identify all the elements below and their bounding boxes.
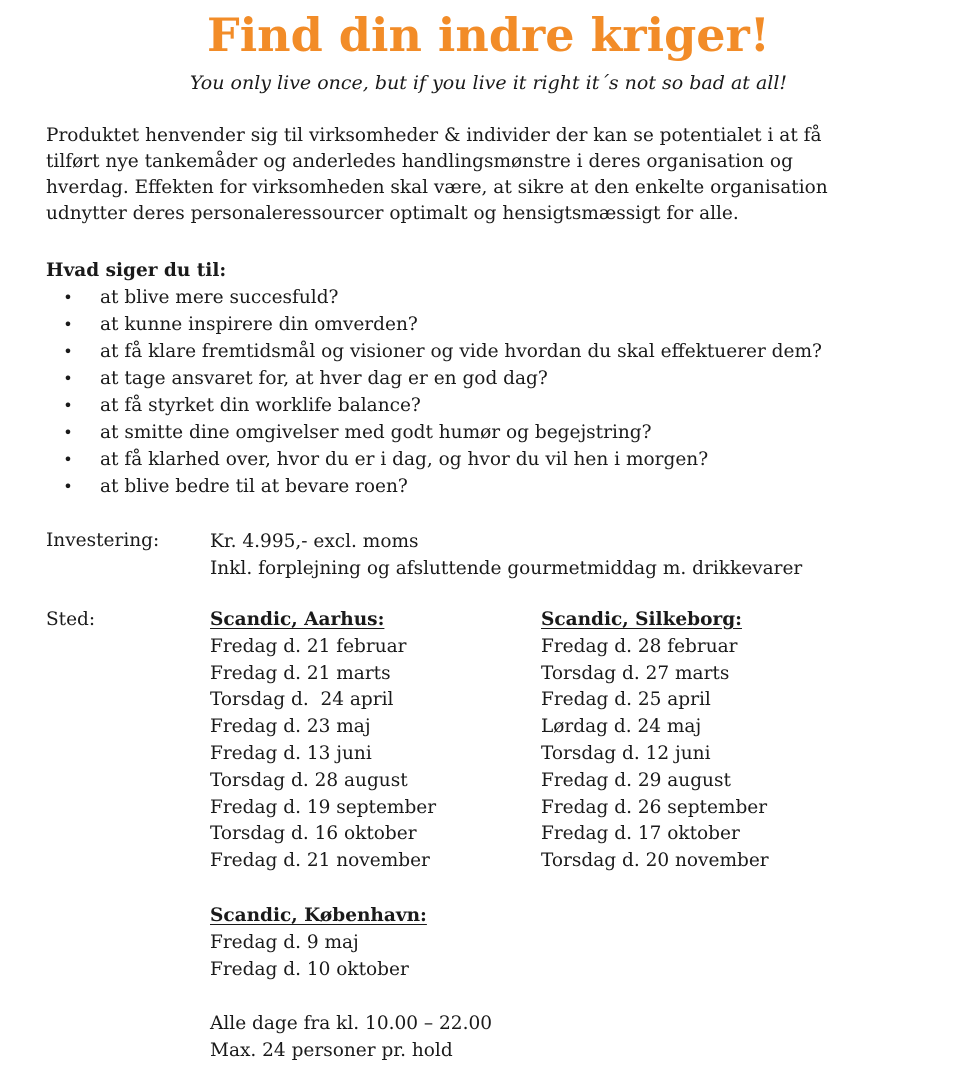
page-title: Find din indre kriger! [207,8,770,62]
bullet-icon: • [63,423,73,442]
date-item: Torsdag d. 20 november [541,850,769,872]
bullet-icon: • [63,288,73,307]
date-item: Torsdag d. 12 juni [541,742,711,764]
date-item: Fredag d. 26 september [541,796,768,818]
list-item-text: at få klare fremtidsmål og visioner og vide hvordan du skal effektuerer dem? [100,341,822,362]
date-item: Fredag d. 13 juni [210,742,372,764]
bullet-icon: • [63,315,73,334]
list-item-text: at få klarhed over, hvor du er i dag, og hvor du vil hen i morgen? [100,449,709,470]
intro-paragraph [46,123,946,227]
investment-price: Kr. 4.995,- excl. moms [210,531,419,552]
intro-line: Produktet henvender sig til virksomheder & individer der kan se potentialet i at få [46,125,822,146]
date-item: Torsdag d. 28 august [210,769,408,791]
date-item: Fredag d. 21 november [210,850,430,872]
list-item-text: at kunne inspirere din omverden? [100,314,418,335]
date-item: Fredag d. 23 maj [210,716,371,738]
date-item: Fredag d. 10 oktober [210,958,409,980]
date-item: Fredag d. 19 september [210,796,437,818]
intro-line: tilført nye tankemåder og anderledes handlingsmønstre i deres organisation og [46,151,793,172]
location-label: Sted: [46,609,96,630]
list-item-text: at smitte dine omgivelser med godt humør og begejstring? [100,422,652,443]
venue-koebenhavn [210,903,427,983]
list-item-text: at blive bedre til at bevare roen? [100,476,408,497]
investment-includes: Inkl. forplejning og afsluttende gourmetmiddag m. drikkevarer [210,558,803,579]
venue-aarhus [210,607,436,875]
list-item-text: at tage ansvaret for, at hver dag er en god dag? [100,368,548,389]
date-item: Torsdag d. 27 marts [541,662,730,684]
date-item: Fredag d. 29 august [541,769,731,791]
footer-hours: Alle dage fra kl. 10.00 – 22.00 [210,1013,492,1034]
intro-line: hverdag. Effekten for virksomheden skal være, at sikre at den enkelte organisation [46,177,828,198]
date-item: Fredag d. 17 oktober [541,823,740,845]
date-item: Fredag d. 28 februar [541,635,738,657]
bullet-icon: • [63,342,73,361]
date-item: Fredag d. 9 maj [210,931,359,953]
venue-name: Scandic, Aarhus: [210,609,385,630]
date-item: Torsdag d. 24 april [210,689,394,711]
venue-name: Scandic, Silkeborg: [541,609,742,630]
bullet-icon: • [63,369,73,388]
venue-name: Scandic, København: [210,905,427,926]
date-item: Fredag d. 21 februar [210,635,407,657]
investment-label: Investering: [46,530,160,551]
footer-notes [210,1011,492,1065]
venue-silkeborg [541,607,769,875]
date-item: Torsdag d. 16 oktober [210,823,417,845]
list-item-text: at blive mere succesfuld? [100,287,339,308]
bullet-icon: • [63,396,73,415]
page-subtitle: You only live once, but if you live it right it´s not so bad at all! [189,72,788,94]
date-item: Fredag d. 25 april [541,689,711,711]
bullet-icon: • [63,450,73,469]
date-item: Fredag d. 21 marts [210,662,391,684]
date-item: Lørdag d. 24 maj [541,716,702,738]
footer-capacity: Max. 24 personer pr. hold [210,1039,453,1061]
list-item-text: at få styrket din worklife balance? [100,395,421,416]
intro-line: udnytter deres personaleressourcer optimalt og hensigtsmæssigt for alle. [46,203,739,224]
question-heading: Hvad siger du til: [46,260,227,281]
bullet-icon: • [63,477,73,496]
